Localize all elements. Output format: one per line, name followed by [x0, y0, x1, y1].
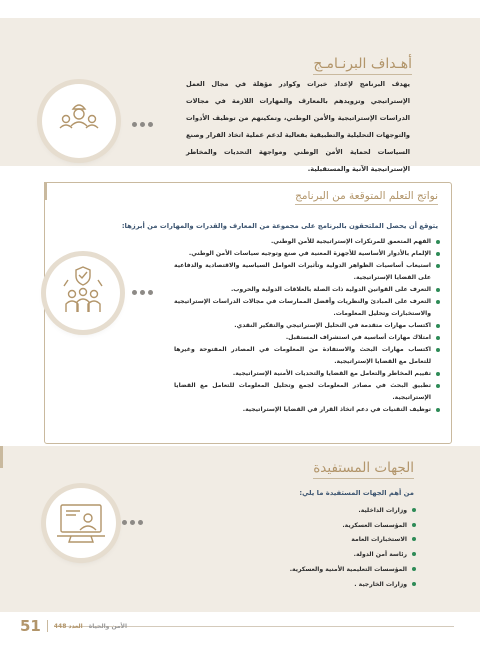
magazine-name: الأمن والحياة [88, 622, 128, 630]
list-item-text: اكتساب مهارات البحث والاستفادة من المعلومات في المصادر المفتوحة وغيرها للتعامل مع القضايا الإستراتيجية. [174, 346, 431, 365]
list-item-text: رئاسة أمن الدولة. [353, 551, 407, 559]
title-underline [295, 204, 438, 205]
beneficiaries-title: الجهات المستفيدة [313, 460, 414, 476]
list-item [174, 284, 440, 296]
bullet-dot [412, 523, 416, 527]
beneficiaries-intro: من أهم الجهات المستفيدة ما يلي: [299, 489, 414, 497]
online-presentation-icon [46, 488, 116, 558]
list-item [174, 260, 440, 284]
list-item [236, 578, 416, 593]
page-number: 51 [20, 617, 41, 635]
list-item [236, 548, 416, 563]
bullet-dot [412, 508, 416, 512]
footer-separator [47, 620, 48, 632]
list-item [174, 332, 440, 344]
list-item [174, 404, 440, 416]
bullet-dot [436, 252, 440, 256]
list-item-text: المؤسسات التعليمية الأمنية والعسكرية. [289, 565, 407, 573]
bullet-dot [436, 324, 440, 328]
list-item [174, 296, 440, 320]
list-item-text: المؤسسات العسكرية. [342, 521, 407, 529]
list-item [174, 248, 440, 260]
achievement-group-icon [46, 256, 120, 330]
list-item [174, 320, 440, 332]
bullet-dot [436, 372, 440, 376]
list-item [174, 236, 440, 248]
objectives-title: أهـداف البرنـامـج [313, 56, 412, 72]
bullet-dot [436, 408, 440, 412]
section-title [313, 56, 412, 72]
list-item [236, 519, 416, 534]
list-item-text: وزارات الداخلية. [358, 507, 407, 514]
outcomes-title: نواتج التعلم المتوقعة من البرنامج [295, 190, 438, 202]
page-footer [20, 617, 127, 635]
list-item-text: التعرف على القوانين الدولية ذات الصلة بالعلاقات الدولية والحروب. [230, 286, 431, 293]
bullet-dot [436, 288, 440, 292]
list-item [236, 504, 416, 519]
list-item-text: وزارات الخارجية . [354, 580, 407, 588]
bullet-dot [436, 264, 440, 268]
accent-bar [0, 446, 3, 468]
list-item-text: التعرف على المبادئ والنظريات وأفضل الممارسات في مجالات الدراسات الإستراتيجية والاستخبارات وتحليل المعلومات. [174, 298, 431, 317]
outcomes-intro: يتوقع أن يحصل الملتحقون بالبرنامج على مجموعة من المعارف والقدرات والمهارات من أبرزها: [121, 222, 438, 230]
accent-bar [44, 182, 47, 200]
bullet-dot [412, 582, 416, 586]
list-item-text: الإلمام بالأدوار الأساسية للأجهزة المعنية في صنع وتوجيه سياسات الأمن الوطني. [188, 250, 431, 257]
bullet-dot [436, 348, 440, 352]
beneficiaries-icon-badge [46, 488, 116, 558]
objectives-icon-badge [42, 84, 116, 158]
bullet-dot [436, 240, 440, 244]
list-item [236, 563, 416, 578]
ellipsis-dots [132, 290, 153, 295]
ellipsis-dots [132, 122, 153, 127]
section-title [295, 190, 438, 202]
outcomes-list [174, 236, 440, 416]
list-item-text: توظيف التقنيات في دعم اتخاذ القرار في القضايا الإستراتيجية. [242, 406, 431, 413]
list-item [236, 533, 416, 548]
bullet-dot [412, 552, 416, 556]
list-item-text: الفهم المتعمق للمرتكزات الإستراتيجية للأمن الوطني. [270, 238, 431, 245]
title-underline [313, 478, 414, 479]
issue-number: 448 العدد [53, 622, 83, 630]
list-item-text: الاستخبارات العامة [351, 536, 407, 544]
list-item-text: امتلاك مهارات أساسية في استشراف المستقبل. [285, 334, 431, 341]
bullet-dot [436, 300, 440, 304]
list-item-text: تقييم المخاطر والتعامل مع القضايا والتحديات الأمنية الإستراتيجية. [232, 370, 431, 377]
section-title [313, 460, 414, 476]
title-underline [313, 74, 412, 75]
bullet-dot [412, 537, 416, 541]
outcomes-icon-badge [46, 256, 120, 330]
list-item-text: تطبيق البحث في مصادر المعلومات لجمع وتحليل المعلومات للتعامل مع القضايا الإستراتيجية. [174, 382, 431, 401]
list-item-text: اكتساب مهارات متقدمة في التحليل الإستراتيجي والتفكير النقدي. [234, 322, 431, 329]
objectives-paragraph: يهدف البرنامج لإعداد خبرات وكوادر مؤهلة في مجال العمل الإستراتيجي وتزويدهم بالمعارف والمهارات اللازمة في مجالات الدراسات الإستراتيجية والأمن الوطني، وتمكينهم من توظيف الأدوات والتوجهات التحليلية والتطبيقية بفعالية لدعم عملية اتخاذ القرار وصنع السياسات لحماية الأمن الوطني ومواجهة التحديات والمخاطر الإستراتيجية الآنية والمستقبلية. [186, 80, 410, 173]
list-item-text: استيعاب أساسيات الظواهر الدولية وتأثيرات العوامل السياسية والاقتصادية والدفاعية على القضايا الإستراتيجية. [174, 262, 431, 281]
ellipsis-dots [122, 520, 143, 525]
list-item [174, 344, 440, 368]
team-leader-icon [42, 84, 116, 158]
bullet-dot [412, 567, 416, 571]
bullet-dot [436, 384, 440, 388]
beneficiaries-list [236, 504, 416, 592]
list-item [174, 380, 440, 404]
bullet-dot [436, 336, 440, 340]
list-item [174, 368, 440, 380]
